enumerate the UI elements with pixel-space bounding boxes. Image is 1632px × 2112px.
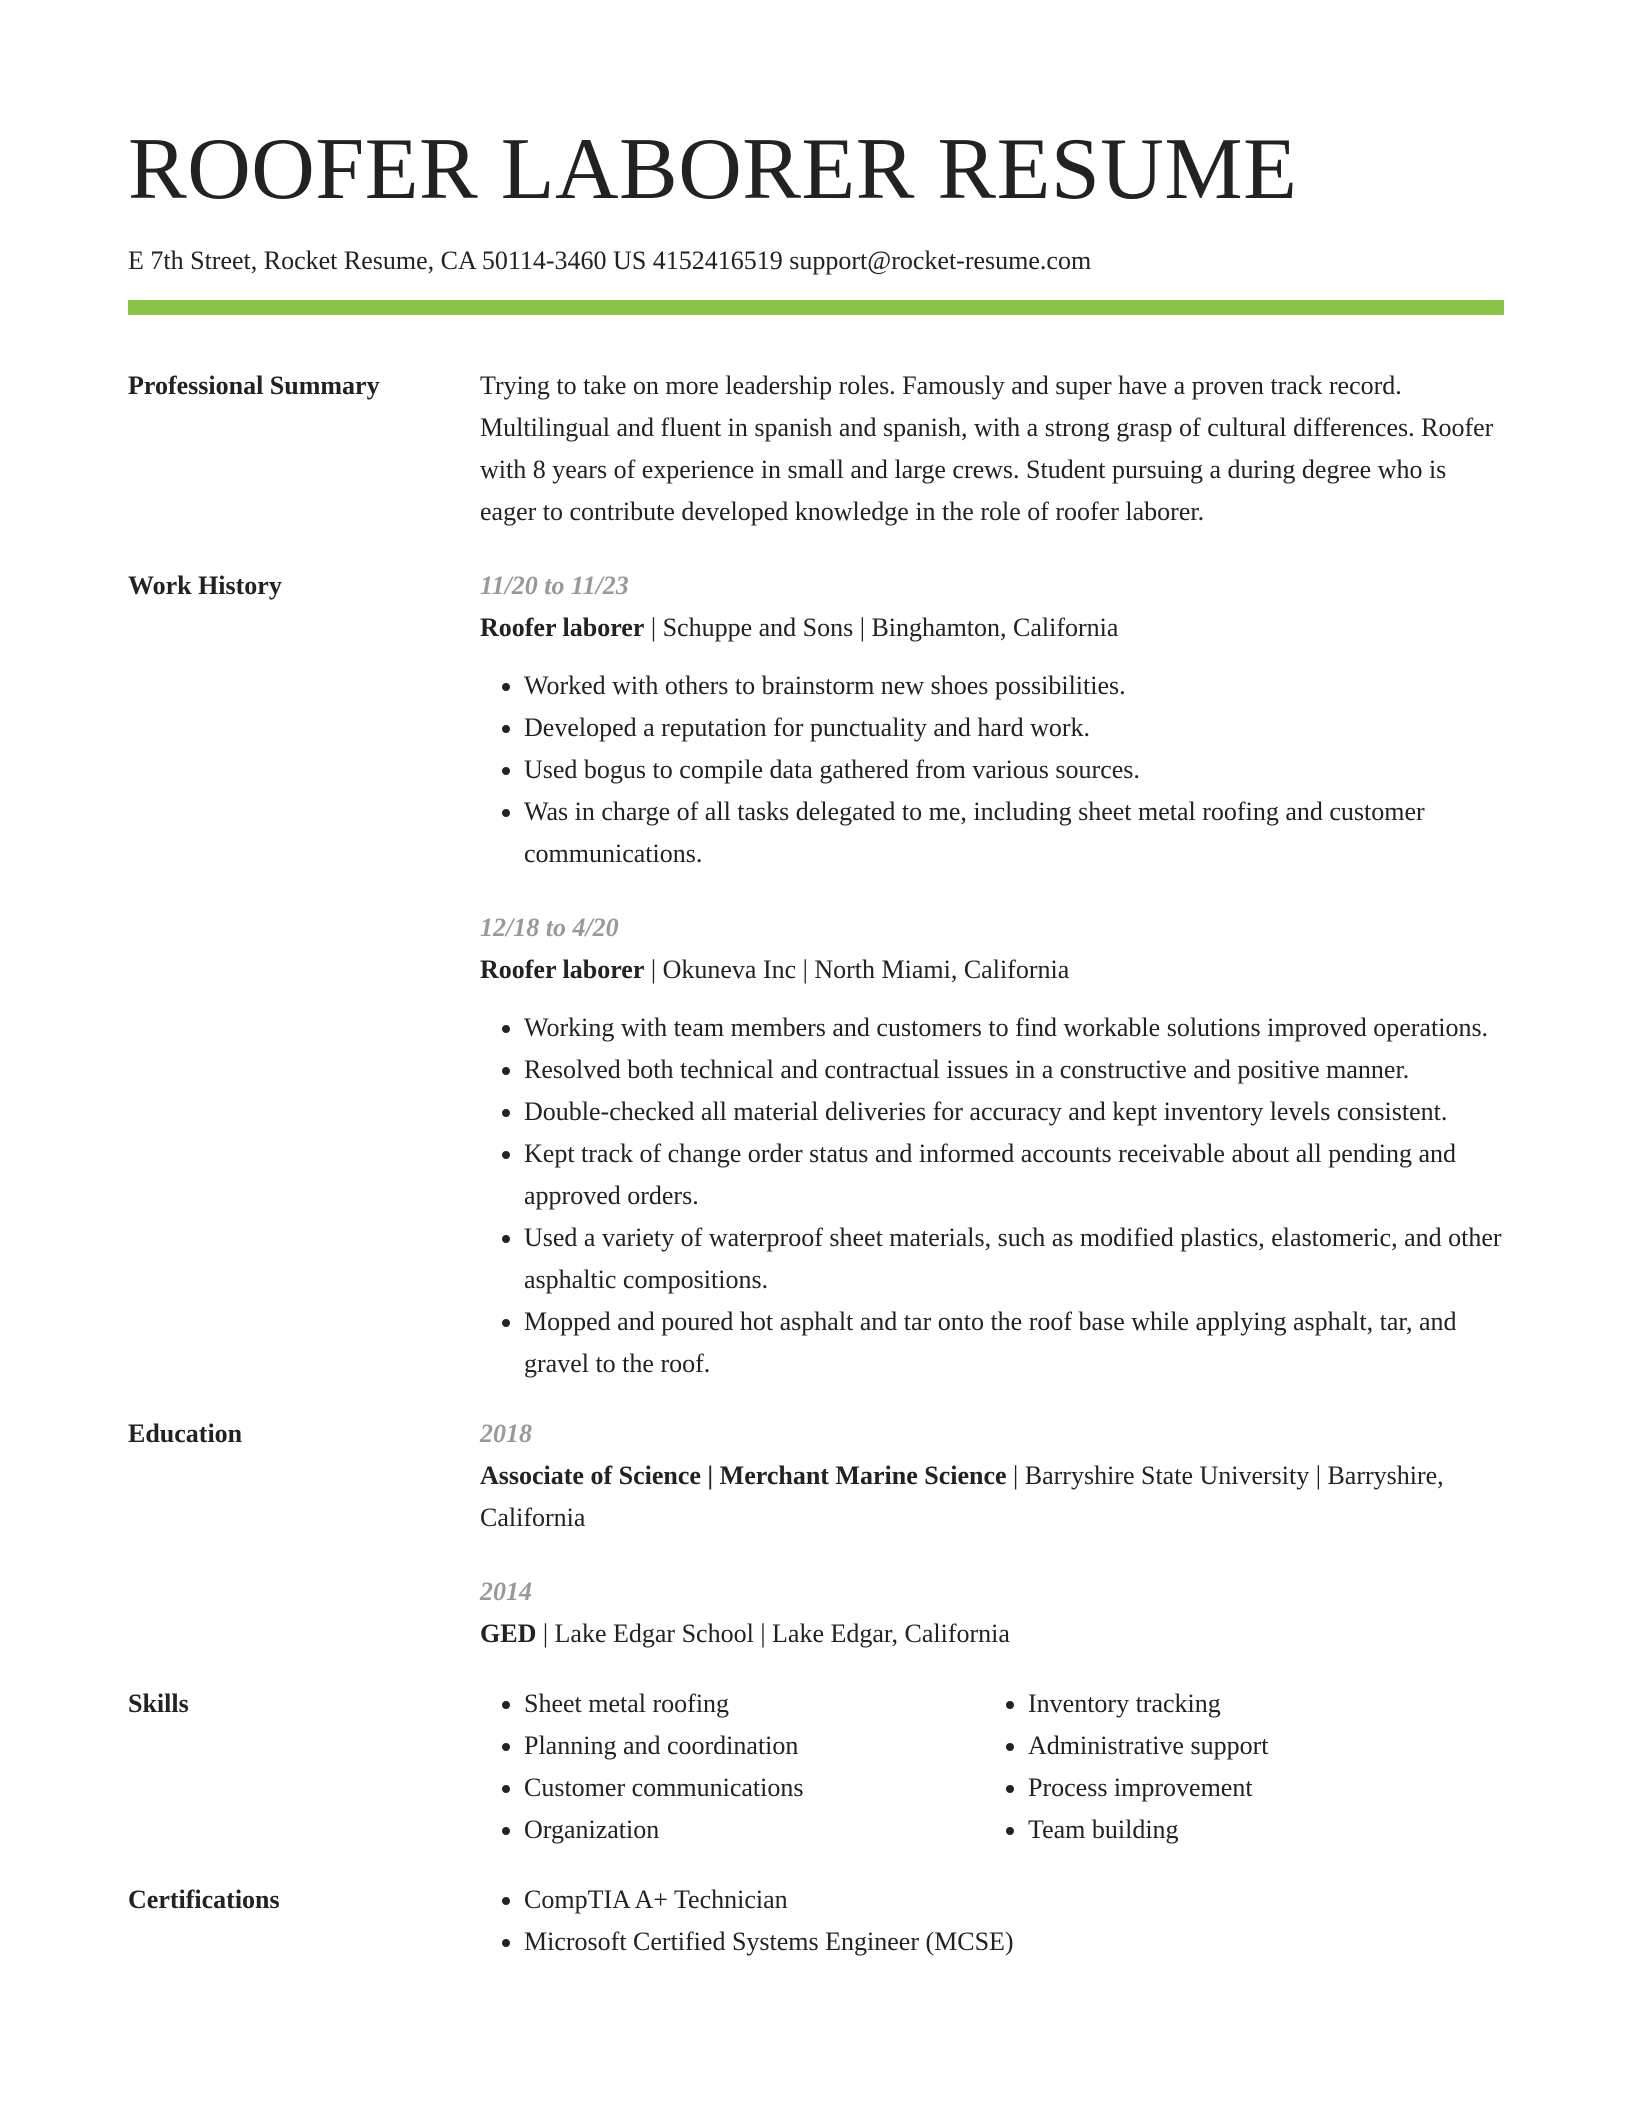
accent-divider [128,300,1504,315]
education-entry [480,1413,1504,1539]
skill-item: • Administrative support [1028,1725,1488,1767]
school-details: | Barryshire State University | Barryshire, California [480,1461,1444,1532]
job-heading [480,607,1504,649]
list-item: • Resolved both technical and contractual issues in a constructive and positive manner. [524,1049,1504,1091]
job-details: | Okuneva Inc | North Miami, California [644,955,1070,984]
skills-section [128,1683,1504,1851]
summary-section [128,365,1504,533]
school-details: | Lake Edgar School | Lake Edgar, California [536,1619,1010,1648]
certifications-list [480,1879,1504,1963]
degree-name: Associate of Science | Merchant Marine Science [480,1461,1007,1490]
work-history-section [128,565,1504,1385]
job-dates: 12/18 to 4/20 [480,913,619,942]
section-label-summary: Professional Summary [128,371,380,400]
education-entry [480,1571,1504,1655]
section-label-work: Work History [128,571,282,600]
job-heading [480,949,1504,991]
education-section [128,1413,1504,1655]
skills-list-right [984,1683,1488,1851]
section-label-certifications: Certifications [128,1885,280,1914]
skills-list-left [480,1683,984,1851]
list-item: • Kept track of change order status and informed accounts receivable about all pending and approved orders. [524,1133,1504,1217]
certification-item: • Microsoft Certified Systems Engineer (MCSE) [524,1921,1504,1963]
skills-columns [480,1683,1504,1851]
list-item: • Working with team members and customers to find workable solutions improved operations. [524,1007,1504,1049]
list-item: • Worked with others to brainstorm new shoes possibilities. [524,665,1504,707]
job-dates: 11/20 to 11/23 [480,571,629,600]
certification-item: • CompTIA A+ Technician [524,1879,1504,1921]
resume-title: ROOFER LABORER RESUME [128,121,1298,218]
job-title: Roofer laborer [480,955,645,984]
summary-text: Trying to take on more leadership roles. Famously and super have a proven track record. Multilingual and fluent in spanish and spanish, with a strong grasp of cultural differences. Roofer with 8 years of experience in small and large crews. Student pursuing a during degree who is eager to contribute developed knowledge in the role of roofer laborer. [480,371,1494,526]
degree-name: GED [480,1619,537,1648]
education-year: 2014 [480,1577,532,1606]
skill-item: • Sheet metal roofing [524,1683,984,1725]
list-item: • Was in charge of all tasks delegated to me, including sheet metal roofing and customer communications. [524,791,1504,875]
job-bullets [480,665,1504,875]
job-entry [480,565,1504,875]
certifications-section [128,1879,1504,1963]
resume-page [128,118,1504,1963]
skill-item: • Inventory tracking [1028,1683,1488,1725]
section-label-education: Education [128,1419,243,1448]
list-item: • Double-checked all material deliveries for accuracy and kept inventory levels consistent. [524,1091,1504,1133]
job-bullets [480,1007,1504,1385]
skill-item: • Process improvement [1028,1767,1488,1809]
job-entry [480,907,1504,1385]
job-title: Roofer laborer [480,613,645,642]
education-heading [480,1613,1504,1655]
list-item: • Developed a reputation for punctuality and hard work. [524,707,1504,749]
skill-item: • Customer communications [524,1767,984,1809]
job-details: | Schuppe and Sons | Binghamton, California [644,613,1119,642]
education-heading [480,1455,1504,1539]
skill-item: • Team building [1028,1809,1488,1851]
list-item: • Used bogus to compile data gathered from various sources. [524,749,1504,791]
skill-item: • Planning and coordination [524,1725,984,1767]
education-year: 2018 [480,1419,532,1448]
section-label-skills: Skills [128,1689,189,1718]
list-item: • Used a variety of waterproof sheet materials, such as modified plastics, elastomeric, and other asphaltic compositions. [524,1217,1504,1301]
list-item: • Mopped and poured hot asphalt and tar onto the roof base while applying asphalt, tar, and gravel to the roof. [524,1301,1504,1385]
skill-item: • Organization [524,1809,984,1851]
contact-line: E 7th Street, Rocket Resume, CA 50114-3460 US 4152416519 support@rocket-resume.com [128,246,1092,275]
